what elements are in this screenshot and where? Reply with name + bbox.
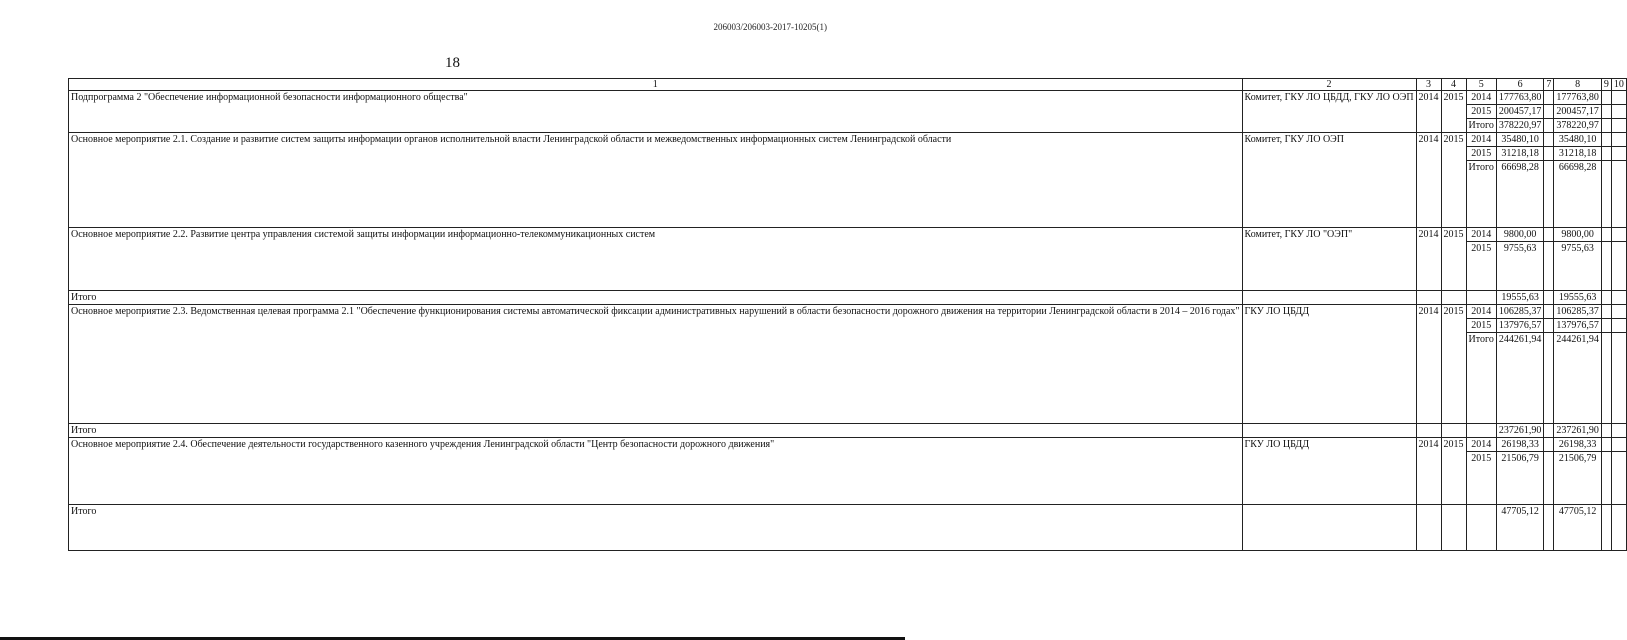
- itogo-label: Итого: [69, 424, 1243, 438]
- line-total: 21506,79: [1496, 452, 1544, 505]
- itogo-total: 47705,12: [1496, 505, 1544, 551]
- cell-empty: [1611, 119, 1626, 133]
- cell-empty: [1601, 438, 1611, 452]
- line-total: 26198,33: [1496, 438, 1544, 452]
- line-c8: 35480,10: [1554, 133, 1602, 147]
- cell-empty: [1441, 424, 1466, 438]
- table-row: [69, 133, 1627, 147]
- cell-empty: [1611, 333, 1626, 424]
- itogo-label: Итого: [69, 505, 1243, 551]
- line-c8: 9755,63: [1554, 242, 1602, 291]
- cell-empty: [1242, 424, 1416, 438]
- cell-empty: [1611, 505, 1626, 551]
- cell-empty: [1242, 505, 1416, 551]
- itogo-total: 237261,90: [1496, 424, 1544, 438]
- cell-empty: [1601, 105, 1611, 119]
- table-row: [69, 438, 1627, 452]
- line-total: 106285,37: [1496, 305, 1544, 319]
- cell-empty: [1544, 319, 1554, 333]
- cell-empty: [1601, 291, 1611, 305]
- itogo-c8: 19555,63: [1554, 291, 1602, 305]
- line-year: Итого: [1466, 161, 1496, 228]
- line-c8: 177763,80: [1554, 91, 1602, 105]
- funding-table: [68, 78, 1627, 551]
- line-year: Итого: [1466, 119, 1496, 133]
- line-c8: 9800,00: [1554, 228, 1602, 242]
- cell-empty: [1611, 133, 1626, 147]
- line-total: 378220,97: [1496, 119, 1544, 133]
- line-c8: 66698,28: [1554, 161, 1602, 228]
- line-year: Итого: [1466, 333, 1496, 424]
- cell-empty: [1611, 242, 1626, 291]
- row-name: Основное мероприятие 2.4. Обеспечение деятельности государственного казенного учреждения Ленинградской области "Центр безопасности дорожного движения": [69, 438, 1243, 505]
- row-executor: Комитет, ГКУ ЛО "ОЭП": [1242, 228, 1416, 291]
- cell-empty: [1611, 452, 1626, 505]
- line-year: 2014: [1466, 133, 1496, 147]
- line-year: 2015: [1466, 452, 1496, 505]
- cell-empty: [1611, 424, 1626, 438]
- col-num: 3: [1416, 79, 1441, 91]
- line-total: 177763,80: [1496, 91, 1544, 105]
- cell-empty: [1416, 505, 1441, 551]
- cell-empty: [1601, 119, 1611, 133]
- cell-empty: [1544, 119, 1554, 133]
- line-c8: 21506,79: [1554, 452, 1602, 505]
- cell-empty: [1601, 305, 1611, 319]
- row-name: Основное мероприятие 2.3. Ведомственная целевая программа 2.1 "Обеспечение функционирования системы автоматической фиксации административных нарушений в области безопасности дорожного движения на территории Ленинградской области в 2014 – 2016 годах": [69, 305, 1243, 424]
- column-number-row: [69, 79, 1627, 91]
- cell-empty: [1544, 505, 1554, 551]
- cell-empty: [1611, 147, 1626, 161]
- line-total: 137976,57: [1496, 319, 1544, 333]
- col-num: 1: [69, 79, 1243, 91]
- row-start-year: 2014: [1416, 228, 1441, 291]
- line-c8: 137976,57: [1554, 319, 1602, 333]
- row-start-year: 2014: [1416, 91, 1441, 133]
- line-c8: 378220,97: [1554, 119, 1602, 133]
- cell-empty: [1611, 319, 1626, 333]
- cell-empty: [1601, 161, 1611, 228]
- table-row: [69, 228, 1627, 242]
- cell-empty: [1544, 105, 1554, 119]
- table-row: [69, 91, 1627, 105]
- cell-empty: [1544, 228, 1554, 242]
- line-year: 2015: [1466, 147, 1496, 161]
- row-name: Подпрограмма 2 "Обеспечение информационной безопасности информационного общества": [69, 91, 1243, 133]
- line-c8: 200457,17: [1554, 105, 1602, 119]
- cell-empty: [1466, 505, 1496, 551]
- itogo-c8: 47705,12: [1554, 505, 1602, 551]
- col-num: 4: [1441, 79, 1466, 91]
- line-total: 9800,00: [1496, 228, 1544, 242]
- row-executor: Комитет, ГКУ ЛО ОЭП: [1242, 133, 1416, 228]
- document-id: 206003/206003-2017-10205(1): [713, 22, 827, 32]
- cell-empty: [1466, 291, 1496, 305]
- cell-empty: [1601, 147, 1611, 161]
- line-year: 2014: [1466, 228, 1496, 242]
- col-num: 5: [1466, 79, 1496, 91]
- line-c8: 106285,37: [1554, 305, 1602, 319]
- cell-empty: [1242, 291, 1416, 305]
- cell-empty: [1441, 505, 1466, 551]
- row-start-year: 2014: [1416, 133, 1441, 228]
- row-executor: ГКУ ЛО ЦБДД: [1242, 305, 1416, 424]
- table-row: [69, 424, 1627, 438]
- row-executor: ГКУ ЛО ЦБДД: [1242, 438, 1416, 505]
- line-total: 66698,28: [1496, 161, 1544, 228]
- line-year: 2014: [1466, 305, 1496, 319]
- cell-empty: [1466, 424, 1496, 438]
- cell-empty: [1611, 228, 1626, 242]
- line-c8: 26198,33: [1554, 438, 1602, 452]
- line-year: 2015: [1466, 105, 1496, 119]
- col-num: 10: [1611, 79, 1626, 91]
- row-end-year: 2015: [1441, 228, 1466, 291]
- cell-empty: [1441, 291, 1466, 305]
- cell-empty: [1601, 91, 1611, 105]
- line-total: 200457,17: [1496, 105, 1544, 119]
- row-name: Основное мероприятие 2.2. Развитие центра управления системой защиты информации информационно-телекоммуникационных систем: [69, 228, 1243, 291]
- line-year: 2014: [1466, 438, 1496, 452]
- itogo-label: Итого: [69, 291, 1243, 305]
- row-name: Основное мероприятие 2.1. Создание и развитие систем защиты информации органов исполнительной власти Ленинградской области и межведомственных информационных систем Ленинградской области: [69, 133, 1243, 228]
- cell-empty: [1544, 91, 1554, 105]
- table-row: [69, 305, 1627, 319]
- cell-empty: [1544, 424, 1554, 438]
- col-num: 7: [1544, 79, 1554, 91]
- row-end-year: 2015: [1441, 438, 1466, 505]
- row-start-year: 2014: [1416, 305, 1441, 424]
- cell-empty: [1611, 161, 1626, 228]
- itogo-c8: 237261,90: [1554, 424, 1602, 438]
- cell-empty: [1611, 105, 1626, 119]
- cell-empty: [1544, 305, 1554, 319]
- line-year: 2014: [1466, 91, 1496, 105]
- cell-empty: [1601, 452, 1611, 505]
- line-c8: 244261,94: [1554, 333, 1602, 424]
- line-total: 31218,18: [1496, 147, 1544, 161]
- cell-empty: [1611, 291, 1626, 305]
- line-total: 35480,10: [1496, 133, 1544, 147]
- line-c8: 31218,18: [1554, 147, 1602, 161]
- cell-empty: [1601, 319, 1611, 333]
- cell-empty: [1601, 333, 1611, 424]
- row-end-year: 2015: [1441, 91, 1466, 133]
- line-year: 2015: [1466, 242, 1496, 291]
- cell-empty: [1544, 147, 1554, 161]
- cell-empty: [1544, 133, 1554, 147]
- col-num: 6: [1496, 79, 1544, 91]
- cell-empty: [1601, 228, 1611, 242]
- cell-empty: [1416, 291, 1441, 305]
- row-start-year: 2014: [1416, 438, 1441, 505]
- line-total: 244261,94: [1496, 333, 1544, 424]
- cell-empty: [1544, 291, 1554, 305]
- row-end-year: 2015: [1441, 133, 1466, 228]
- cell-empty: [1601, 424, 1611, 438]
- cell-empty: [1601, 242, 1611, 291]
- cell-empty: [1544, 333, 1554, 424]
- itogo-total: 19555,63: [1496, 291, 1544, 305]
- cell-empty: [1601, 133, 1611, 147]
- line-total: 9755,63: [1496, 242, 1544, 291]
- cell-empty: [1611, 91, 1626, 105]
- cell-empty: [1544, 161, 1554, 228]
- table-row: [69, 505, 1627, 551]
- cell-empty: [1416, 424, 1441, 438]
- cell-empty: [1544, 452, 1554, 505]
- col-num: 9: [1601, 79, 1611, 91]
- line-year: 2015: [1466, 319, 1496, 333]
- col-num: 8: [1554, 79, 1602, 91]
- cell-empty: [1601, 505, 1611, 551]
- col-num: 2: [1242, 79, 1416, 91]
- row-executor: Комитет, ГКУ ЛО ЦБДД, ГКУ ЛО ОЭП: [1242, 91, 1416, 133]
- row-end-year: 2015: [1441, 305, 1466, 424]
- page-number: 18: [445, 55, 460, 71]
- table-row: [69, 291, 1627, 305]
- cell-empty: [1611, 305, 1626, 319]
- cell-empty: [1611, 438, 1626, 452]
- cell-empty: [1544, 242, 1554, 291]
- cell-empty: [1544, 438, 1554, 452]
